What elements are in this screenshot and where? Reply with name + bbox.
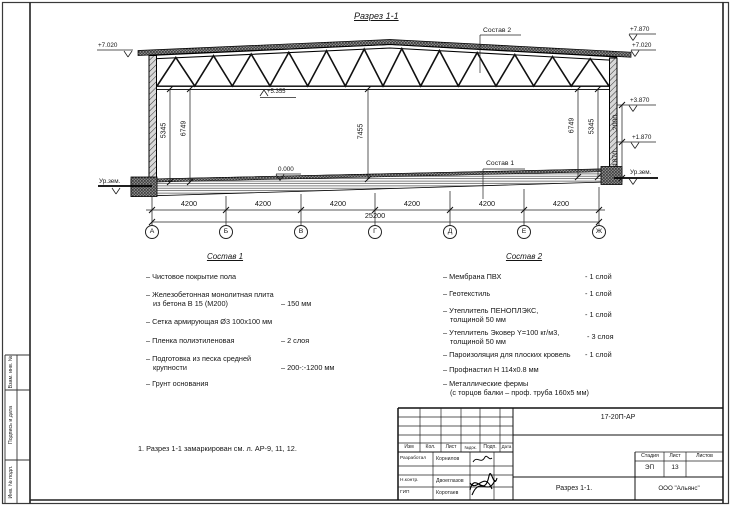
comp1-item: – Грунт основания xyxy=(146,379,209,388)
elev-left-top: +7.020 xyxy=(98,42,118,49)
comp1-callout: Состав 1 xyxy=(486,160,515,167)
vdim-6749-left: 6749 xyxy=(180,120,188,137)
comp1-item-value: – 150 мм xyxy=(281,299,312,308)
tb-col-podp: Подп. xyxy=(483,444,497,450)
comp2-item: – Металлические фермы xyxy=(443,379,529,388)
comp1-item-value: – 2 слоя xyxy=(281,336,310,345)
columns xyxy=(149,56,617,183)
tb-col-kol: Кол. xyxy=(425,444,436,450)
comp1-item-line2: из бетона В 15 (М200) xyxy=(153,299,228,308)
comp2-item-value: - 1 слой xyxy=(585,310,612,319)
elev-right-1: +7.870 xyxy=(630,26,650,33)
comp2-item: – Утеплитель ПЕНОПЛЭКС, xyxy=(443,306,539,315)
axis-bubble-v: В xyxy=(294,225,308,239)
tb-name-gip: Коротаев xyxy=(436,490,459,496)
axis-bubble-e: Е xyxy=(517,225,531,239)
axis-bubble-g: Г xyxy=(368,225,382,239)
comp1-item: – Чистовое покрытие пола xyxy=(146,272,237,281)
tb-drawing-name: Разрез 1-1. xyxy=(555,485,593,492)
comp2-callout: Состав 2 xyxy=(483,27,512,34)
tb-role-gip: ГИП xyxy=(400,490,410,495)
axis-bubble-d: Д xyxy=(443,225,457,239)
bay-dim-label: 4200 xyxy=(478,199,496,208)
tb-col-izm: Изм xyxy=(404,444,414,450)
signature-1 xyxy=(473,456,492,462)
tb-sheet-value: 13 xyxy=(671,464,679,471)
axis-bubble-b: Б xyxy=(219,225,233,239)
comp2-item: – Профнастил Н 114х0.8 мм xyxy=(443,365,539,374)
signature-2 xyxy=(470,473,497,495)
axis-bubble-a: А xyxy=(145,225,159,239)
tb-col-list: Лист xyxy=(445,444,457,450)
comp2-item: – Пароизоляция для плоских кровель xyxy=(443,350,571,359)
elev-floor: 0.000 xyxy=(278,166,294,173)
bay-dim-label: 4200 xyxy=(552,199,570,208)
margin-label-podpis: Подпись и дата xyxy=(8,405,14,445)
tb-company: ООО "Альянс" xyxy=(658,485,700,492)
comp1-item: – Пленка полиэтиленовая xyxy=(146,336,235,345)
doc-number: 17-20П-АР xyxy=(600,414,636,421)
elev-right-ground: Ур.зем. xyxy=(630,169,652,176)
roof-truss xyxy=(156,49,610,90)
note-text: 1. Разрез 1-1 замаркирован см. л. АР-9, 11, 12. xyxy=(138,444,297,453)
comp1-item-value: – 200-:-1200 мм xyxy=(281,363,335,372)
comp2-header: Состав 2 xyxy=(505,252,543,261)
sheet-frame xyxy=(3,3,729,504)
vdim-2000: 2000 xyxy=(612,114,620,131)
bay-dim-label: 4200 xyxy=(403,199,421,208)
tb-col-data: Дата xyxy=(501,444,512,449)
tb-name-ncontrol: Двоеглазов xyxy=(436,478,464,484)
bay-dim-label: 4200 xyxy=(329,199,347,208)
comp1-item: – Подготовка из песка средней xyxy=(146,354,252,363)
comp2-item-line2: толщиной 50 мм xyxy=(450,315,506,324)
vdim-1870: 1870 xyxy=(612,150,620,167)
tb-sheet-label: Лист xyxy=(669,453,681,459)
total-dim-label: 25200 xyxy=(364,211,386,220)
comp1-header: Состав 1 xyxy=(206,252,244,261)
vdim-6749-right: 6749 xyxy=(568,117,576,134)
tb-role-developer: Разработал xyxy=(400,456,427,461)
bay-dim-label: 4200 xyxy=(254,199,272,208)
floor-assembly xyxy=(98,167,658,197)
vdim-5345-right: 5345 xyxy=(588,118,596,135)
comp2-item-value: - 3 слоя xyxy=(587,332,614,341)
comp2-item-value: - 1 слой xyxy=(585,272,612,281)
elev-chord: +5.355 xyxy=(267,89,286,95)
comp1-item: – Железобетонная монолитная плита xyxy=(146,290,274,299)
tb-role-ncontrol: Н.контр. xyxy=(400,478,419,483)
elev-left-ground: Ур.зем. xyxy=(99,178,121,185)
comp2-item-value: - 1 слой xyxy=(585,289,612,298)
comp2-item: – Утеплитель Эковер Y=100 кг/м3, xyxy=(443,328,560,337)
comp2-item-value: - 1 слой xyxy=(585,350,612,359)
elev-right-3: +3.870 xyxy=(630,97,650,104)
vdim-7455-center: 7455 xyxy=(357,123,365,140)
comp2-item: – Геотекстиль xyxy=(443,289,491,298)
bay-dim-label: 4200 xyxy=(180,199,198,208)
tb-sheets-label: Листов xyxy=(696,453,713,459)
drawing-title: Разрез 1-1 xyxy=(354,11,399,21)
elev-right-4: +1.870 xyxy=(632,134,652,141)
elev-right-2: +7.020 xyxy=(632,42,652,49)
tb-col-ndok: №док. xyxy=(464,445,477,450)
margin-label-inv: Инв. № подл. xyxy=(8,465,14,499)
margin-label-vzam: Взам. инв. № xyxy=(8,355,14,389)
tb-stage-value: ЭП xyxy=(644,464,655,471)
comp1-item-line2: крупности xyxy=(153,363,187,372)
axis-bubble-zh: Ж xyxy=(592,225,606,239)
comp2-item-line2: (с торцов балки – проф. труба 160х5 мм) xyxy=(450,388,589,397)
tb-name-developer: Корнилов xyxy=(436,456,460,462)
vdim-5345-left: 5345 xyxy=(160,122,168,139)
tb-stage-label: Стадия xyxy=(641,453,659,459)
comp2-item: – Мембрана ПВХ xyxy=(443,272,502,281)
comp2-item-line2: толщиной 50 мм xyxy=(450,337,506,346)
comp1-item: – Сетка армирующая Ø3 100х100 мм xyxy=(146,317,273,326)
